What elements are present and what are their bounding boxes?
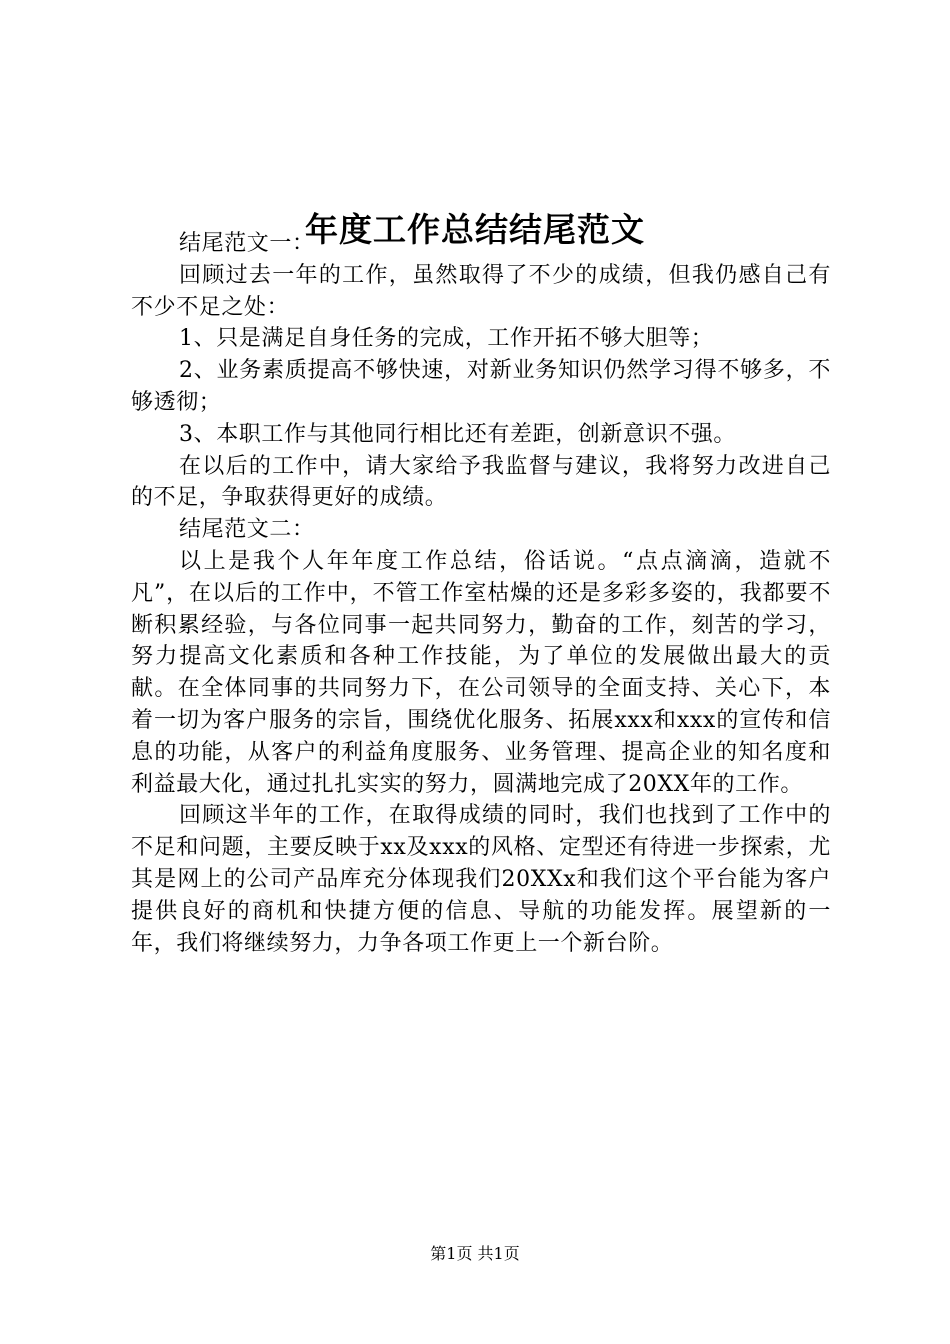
paragraph-heading-1: 结尾范文一： <box>179 231 315 256</box>
paragraph-heading-2: 结尾范文二： <box>179 517 315 543</box>
paragraph: 回顾这半年的工作，在取得成绩的同时，我们也找到了工作中的不足和问题，主要反映于xx及xxx的风格、定型还有待进一步探索，尤其是网上的公司产品库充分体现我们20XXx和我们这个平台能为客户提供良好的商机和快捷方便的信息、导航的功能发挥。展望新的一年，我们将继续努力，力争各项工作更上一个新台阶。 <box>131 803 831 956</box>
paragraph: 在以后的工作中，请大家给予我监督与建议，我将努力改进自己的不足，争取获得更好的成绩。 <box>131 453 831 511</box>
paragraph: 回顾过去一年的工作，虽然取得了不少的成绩，但我仍感自己有不少不足之处： <box>131 262 831 320</box>
document-body <box>131 228 831 959</box>
document-title: 年度工作总结结尾范文 <box>305 210 645 250</box>
paragraph: 以上是我个人年年度工作总结，俗话说。“点点滴滴，造就不凡”，在以后的工作中，不管工作室枯燥的还是多彩多姿的，我都要不断积累经验，与各位同事一起共同努力，勤奋的工作，刻苦的学习，努力提高文化素质和各种工作技能，为了单位的发展做出最大的贡献。在全体同事的共同努力下，在公司领导的全面支持、关心下，本着一切为客户服务的宗旨，围绕优化服务、拓展xxx和xxx的宣传和信息的功能，从客户的利益角度服务、业务管理、提高企业的知名度和利益最大化，通过扎扎实实的努力，圆满地完成了20XX年的工作。 <box>131 548 831 797</box>
list-item: 3、本职工作与其他同行相比还有差距，创新意识不强。 <box>179 421 736 447</box>
list-item: 1、只是满足自身任务的完成，工作开拓不够大胆等； <box>179 326 714 352</box>
list-item: 2、业务素质提高不够快速，对新业务知识仍然学习得不够多，不够透彻； <box>131 358 831 415</box>
page-footer: 第1页 共1页 <box>430 1244 520 1263</box>
